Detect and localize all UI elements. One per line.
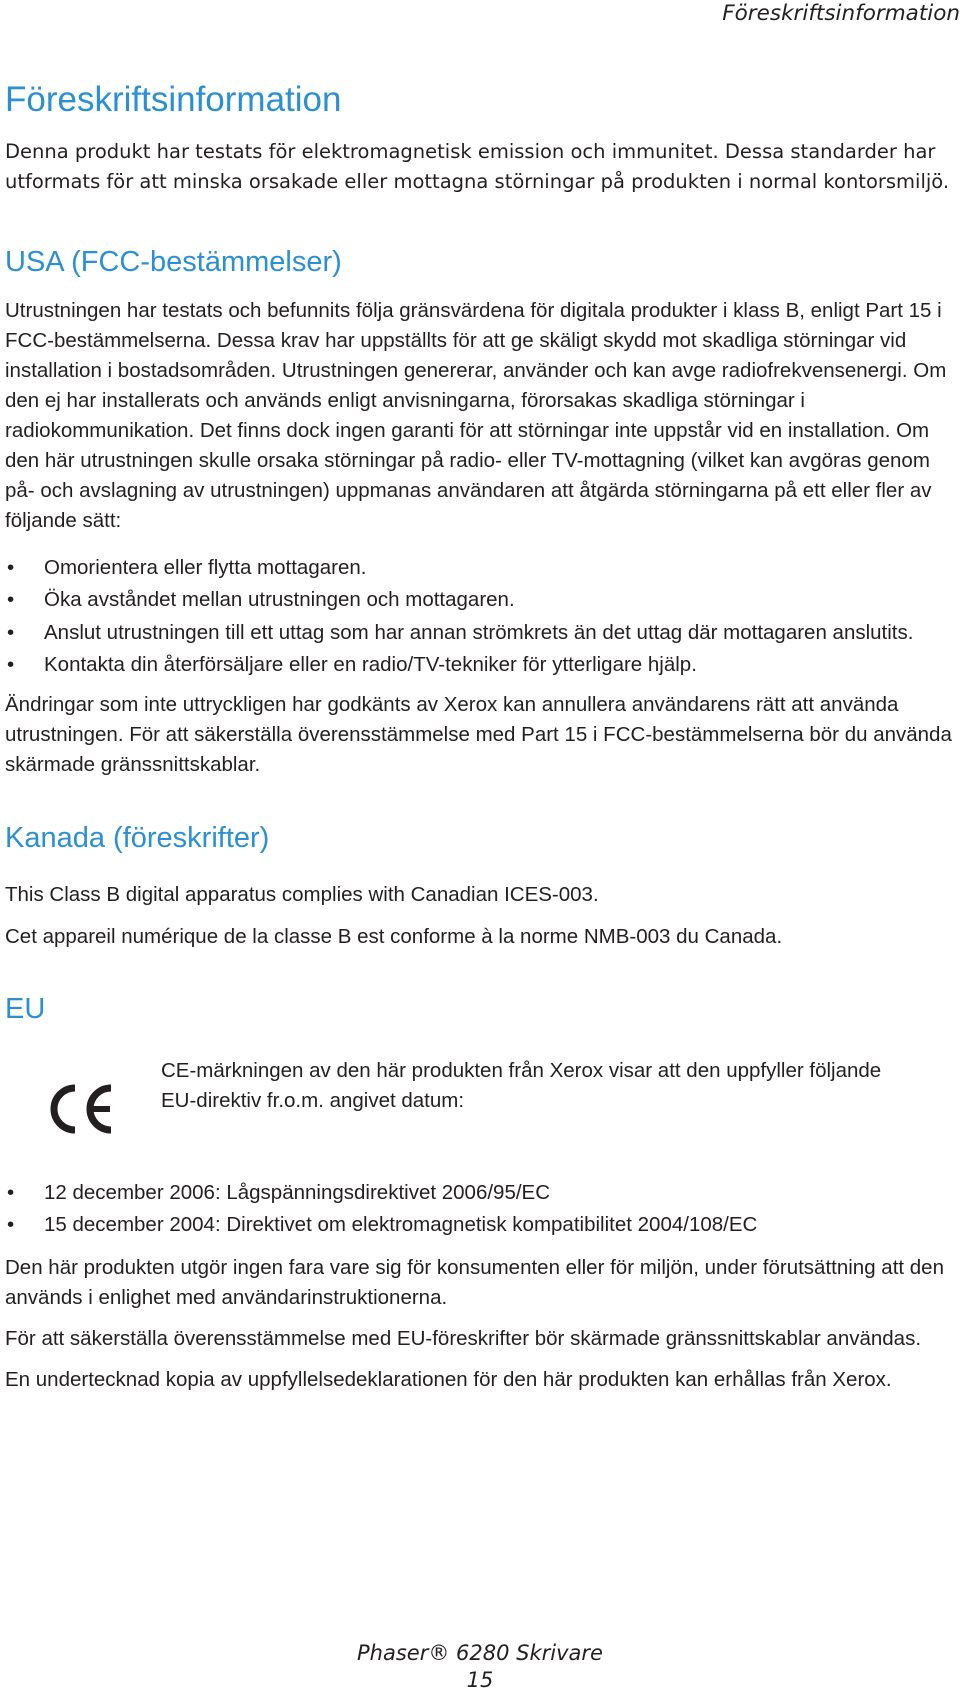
eu-paragraph-safety: Den här produkten utgör ingen fara vare sig för konsumenten eller för miljön, under förutsättning att den används i enlighet med användarinstruktionerna.: [5, 1256, 944, 1310]
intro-paragraph: Denna produkt har testats för elektromagnetisk emission och immunitet. Dessa standarder har utformats för att minska orsakade eller mottagna störningar på produkten i normal kontorsmiljö.: [5, 140, 950, 193]
page-title: Föreskriftsinformation: [5, 80, 342, 119]
eu-heading: EU: [5, 992, 46, 1025]
list-item-text: 15 december 2004: Direktivet om elektromagnetisk kompatibilitet 2004/108/EC: [44, 1213, 758, 1237]
list-item: [5, 618, 953, 648]
list-item: [5, 585, 953, 615]
list-item: [5, 1210, 953, 1240]
list-item-text: Anslut utrustningen till ett uttag som har annan strömkrets än det uttag där mottagaren anslutits.: [44, 620, 914, 644]
eu-directive-list: [5, 1178, 953, 1240]
ce-block: [5, 1056, 953, 1176]
bullet-icon: •: [7, 556, 15, 579]
bullet-icon: •: [7, 588, 15, 612]
ce-mark-icon: [48, 1082, 114, 1136]
bullet-icon: •: [7, 620, 15, 644]
list-item: [5, 650, 953, 680]
list-item-text: 12 december 2006: Lågspänningsdirektivet 2006/95/EC: [44, 1180, 551, 1204]
canada-french-statement: Cet appareil numérique de la classe B est conforme à la norme NMB-003 du Canada.: [5, 924, 783, 948]
page-number: 15: [466, 1668, 494, 1692]
footer-product-name: Phaser® 6280 Skrivare: [357, 1641, 603, 1665]
eu-paragraph-declaration: En undertecknad kopia av uppfyllelsedeklarationen för den här produkten kan erhållas från Xerox.: [5, 1368, 892, 1392]
ce-description: CE-märkningen av den här produkten från Xerox visar att den uppfyller följande EU-direktiv fr.o.m. angivet datum:: [161, 1058, 882, 1112]
page-content: [5, 75, 953, 1395]
list-item: [5, 553, 953, 583]
bullet-icon: •: [7, 1213, 15, 1237]
usa-heading: USA (FCC-bestämmelser): [5, 246, 342, 278]
page-footer: [0, 1640, 960, 1694]
usa-changes-paragraph: Ändringar som inte uttryckligen har godkänts av Xerox kan annullera användarens rätt att använda utrustningen. För att säkerställa överensstämmelse med Part 15 i FCC-bestämmelserna bör du använda skärmade gränssnittskablar.: [5, 692, 952, 776]
running-header: Föreskriftsinformation: [722, 1, 960, 26]
usa-paragraph: Utrustningen har testats och befunnits följa gränsvärdena för digitala produkter i klass B, enligt Part 15 i FCC-bestämmelserna. Dessa krav har uppställts för att ge skäligt skydd mot skadliga störningar vid installation i bostadsområden. Utrustningen genererar, använder och kan avge radiofrekvensenergi. Om den ej har installerats och används enligt anvisningarna, förorsakas skadliga störningar i radiokommunikation. Det finns dock ingen garanti för att störningar inte uppstår vid en installation. Om den här utrustningen skulle orsaka störningar på radio- eller TV-mottagning (vilket kan avgöras genom på- och avslagning av utrustningen) uppmanas användaren att åtgärda störningarna på ett eller fler av följande sätt:: [5, 299, 947, 532]
usa-bullet-list: [5, 553, 953, 680]
list-item-text: Kontakta din återförsäljare eller en radio/TV-tekniker för ytterligare hjälp.: [44, 652, 697, 676]
bullet-icon: •: [7, 1180, 15, 1204]
canada-english-statement: This Class B digital apparatus complies with Canadian ICES-003.: [5, 882, 599, 906]
list-item-text: Öka avståndet mellan utrustningen och mottagaren.: [44, 588, 515, 612]
bullet-icon: •: [7, 652, 15, 676]
list-item-text: Omorientera eller flytta mottagaren.: [44, 556, 367, 579]
list-item: [5, 1178, 953, 1208]
canada-heading: Kanada (föreskrifter): [5, 821, 270, 854]
eu-paragraph-cables: För att säkerställa överensstämmelse med EU-föreskrifter bör skärmade gränssnittskablar användas.: [5, 1327, 922, 1351]
